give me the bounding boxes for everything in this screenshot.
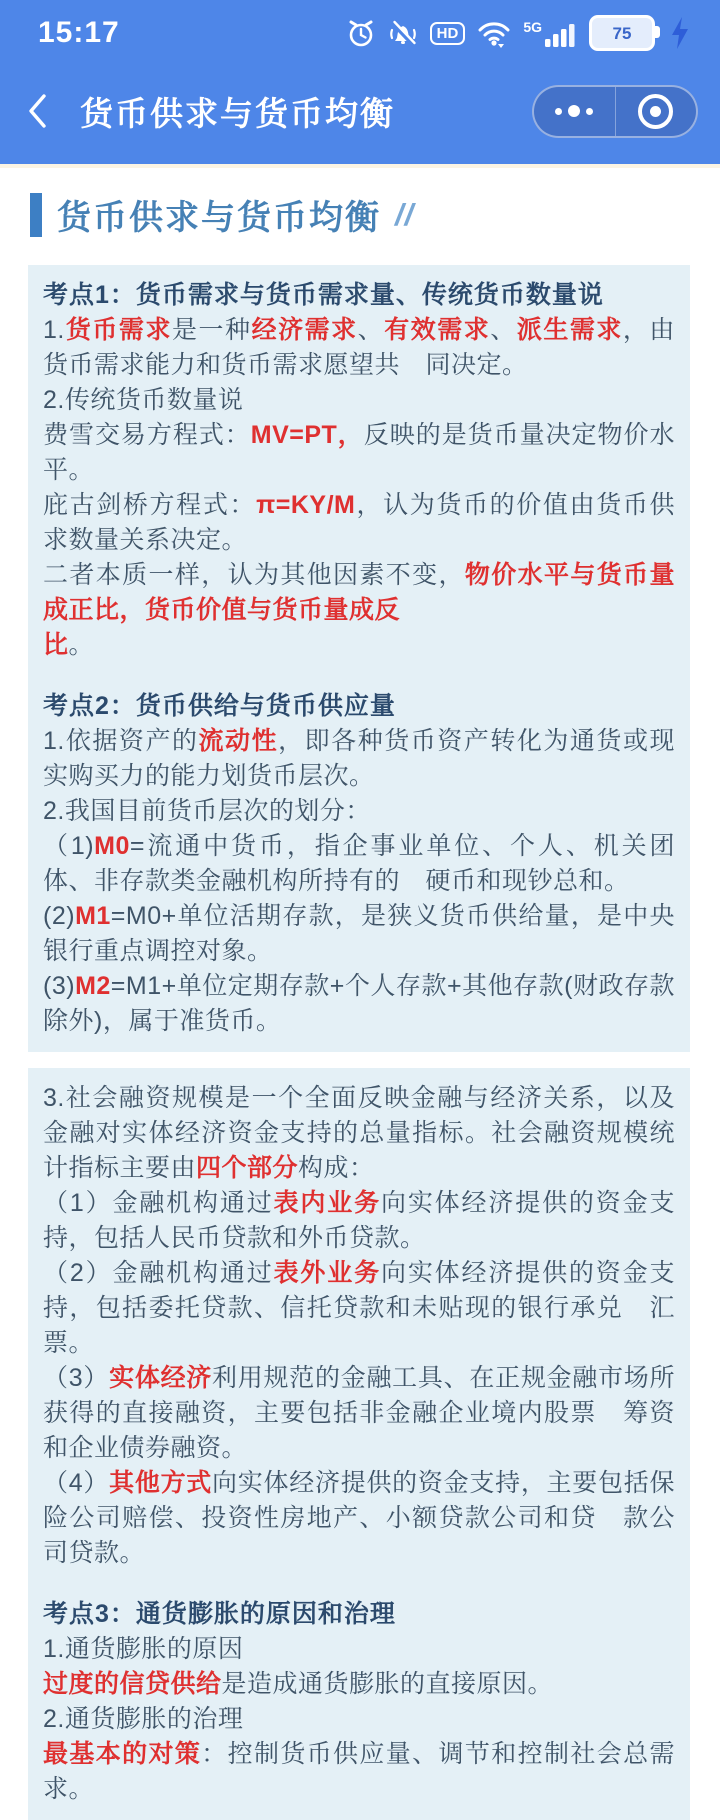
status-bar <box>0 0 720 66</box>
highlighted-text: 物价水平与货币量成正比，货币价值与货币量成反 <box>43 561 675 624</box>
paragraph <box>43 488 675 558</box>
paragraph <box>43 558 675 628</box>
body-text: 2.我国目前货币层次的划分： <box>43 797 371 825</box>
alarm-icon <box>346 18 376 48</box>
body-text: 利用规范的金融工具、在正规金融市场所获得的直接融资，主要包括非金融企业境内股票 筹资和企业债券融资。 <box>43 1364 675 1462</box>
highlighted-text: 过度的信贷供给 <box>43 1670 222 1698</box>
battery-percent: 75 <box>612 23 632 43</box>
body-text: 向实体经济提供的资金支持，包括委托贷款、信托贷款和未贴现的银行承兑 汇票。 <box>43 1259 675 1357</box>
body-text: 构成： <box>298 1154 375 1182</box>
content-box <box>28 1068 690 1820</box>
body-text: 费雪交易方程式： <box>43 421 251 449</box>
paragraph <box>43 969 675 1039</box>
body-text: 考点3：通货膨胀的原因和治理 <box>43 1600 396 1628</box>
network-type-label: 5G <box>523 19 542 35</box>
body-text: 二者本质一样，认为其他因素不变， <box>43 561 465 589</box>
battery-nub <box>655 26 660 38</box>
paragraph <box>43 313 675 383</box>
body-text: 向实体经济提供的资金支持，包括人民币贷款和外币贷款。 <box>43 1189 675 1252</box>
signal-icon <box>523 18 578 48</box>
body-text: 1. <box>43 316 65 344</box>
paragraph <box>43 628 675 663</box>
highlighted-text: 货币需求 <box>64 316 172 344</box>
body-text: 考点1：货币需求与货币需求量、传统货币数量说 <box>43 281 604 309</box>
body-text: （1) <box>43 832 95 860</box>
target-circle-icon <box>638 94 673 129</box>
highlighted-text: π=KY/M <box>256 491 356 519</box>
back-button[interactable] <box>26 87 66 135</box>
highlighted-text: 表内业务 <box>273 1189 381 1217</box>
body-text: 反映的是货币量决定物价水平。 <box>43 421 675 484</box>
body-text: 、 <box>357 316 385 344</box>
body-text: ，认为货币的价值由货币供求数量关系决定。 <box>43 491 675 554</box>
body-text: （4） <box>43 1469 110 1497</box>
body-text: （3） <box>43 1364 110 1392</box>
chevron-left-icon <box>26 92 48 130</box>
paragraph <box>43 899 675 969</box>
app-header <box>0 0 720 168</box>
body-text: =流通中货币，指企事业单位、个人、机关团体、非存款类金融机构所持有的 硬币和现钞总和。 <box>43 832 676 895</box>
highlighted-text: 四个部分 <box>196 1154 299 1182</box>
paragraph <box>43 829 675 899</box>
highlighted-text: MV=PT， <box>250 421 364 449</box>
body-text: 。 <box>68 631 95 659</box>
highlighted-text: 经济需求 <box>251 316 358 344</box>
paragraph <box>43 1186 675 1256</box>
close-home-button[interactable] <box>615 87 697 136</box>
body-text: 3.社会融资规模是一个全面反映金融与经济关系，以及金融对实体经济资金支持的总量指标。社会融资规模统计指标主要由 <box>43 1084 675 1182</box>
content-box <box>28 265 690 1052</box>
body-text: 1.依据资产的 <box>43 727 199 755</box>
status-icons <box>346 15 690 51</box>
body-text: (2) <box>43 902 76 930</box>
highlighted-text: 最基本的对策 <box>43 1740 202 1768</box>
paragraph <box>43 1466 675 1571</box>
section-heading <box>43 278 675 313</box>
paragraph <box>43 1081 675 1186</box>
highlighted-text: 其他方式 <box>109 1469 213 1497</box>
body-text: (3) <box>43 972 76 1000</box>
page-title-block <box>30 190 690 239</box>
hd-icon: HD <box>430 22 466 45</box>
highlighted-text: M1 <box>75 902 111 930</box>
content-boxes <box>0 265 720 1820</box>
body-text: 是一种 <box>171 316 252 344</box>
highlighted-text: M0 <box>94 832 130 860</box>
body-text: 2.通货膨胀的治理 <box>43 1705 244 1733</box>
body-text: 向实体经济提供的资金支持，主要包括保险公司赔偿、投资性房地产、小额贷款公司和贷 款公司贷款。 <box>43 1469 675 1567</box>
title-slashes: // <box>395 196 415 232</box>
miniprogram-capsule <box>532 85 698 138</box>
more-button[interactable] <box>534 87 615 136</box>
paragraph <box>43 794 675 829</box>
paragraph <box>43 724 675 794</box>
paragraph <box>43 1702 675 1737</box>
highlighted-text: 比 <box>43 631 69 659</box>
nav-bar <box>0 66 720 164</box>
section-heading <box>43 1597 675 1632</box>
paragraph <box>43 1667 675 1702</box>
mute-icon <box>387 18 419 48</box>
body-text: 庇古剑桥方程式： <box>43 491 257 519</box>
body-text: =M1+单位定期存款+个人存款+其他存款(财政存款除外)，属于准货币。 <box>43 972 675 1035</box>
article-scroll-area[interactable] <box>0 168 720 1820</box>
highlighted-text: 实体经济 <box>109 1364 213 1392</box>
body-text: 2.传统货币数量说 <box>43 386 244 414</box>
title-accent-bar <box>30 193 42 237</box>
highlighted-text: 表外业务 <box>273 1259 381 1287</box>
paragraph <box>43 1737 675 1807</box>
body-text: （2）金融机构通过 <box>43 1259 274 1287</box>
body-text: ，即各种货币资产转化为通货或现实购买力的能力划货币层次。 <box>43 727 675 790</box>
section-heading <box>43 689 675 724</box>
body-text: ：控制货币供应量、调节和控制社会总需求。 <box>43 1740 675 1803</box>
nav-title: 货币供求与货币均衡 <box>80 94 395 132</box>
body-text: 是造成通货膨胀的直接原因。 <box>221 1670 554 1698</box>
paragraph <box>43 1361 675 1466</box>
charging-icon <box>670 17 690 49</box>
page-title: 货币供求与货币均衡 <box>57 199 381 237</box>
highlighted-text: 流动性 <box>198 727 279 755</box>
paragraph <box>43 418 675 488</box>
paragraph <box>43 1632 675 1667</box>
highlighted-text: M2 <box>75 972 111 1000</box>
paragraph <box>43 383 675 418</box>
highlighted-text: 有效需求 <box>384 316 491 344</box>
highlighted-text: 派生需求 <box>516 316 623 344</box>
body-text: 1.通货膨胀的原因 <box>43 1635 244 1663</box>
clock-time: 15:17 <box>38 16 120 49</box>
wifi-icon <box>476 18 512 48</box>
body-text: 、 <box>490 316 517 344</box>
more-dots-icon <box>555 105 593 117</box>
body-text: ，由货币需求能力和货币需求愿望共 同决定。 <box>43 316 675 379</box>
body-text: =M0+单位活期存款，是狭义货币供给量，是中央银行重点调控对象。 <box>43 902 675 965</box>
body-text: 考点2：货币供给与货币供应量 <box>43 692 396 720</box>
battery-icon <box>589 15 655 51</box>
body-text: （1）金融机构通过 <box>43 1189 274 1217</box>
paragraph <box>43 1256 675 1361</box>
